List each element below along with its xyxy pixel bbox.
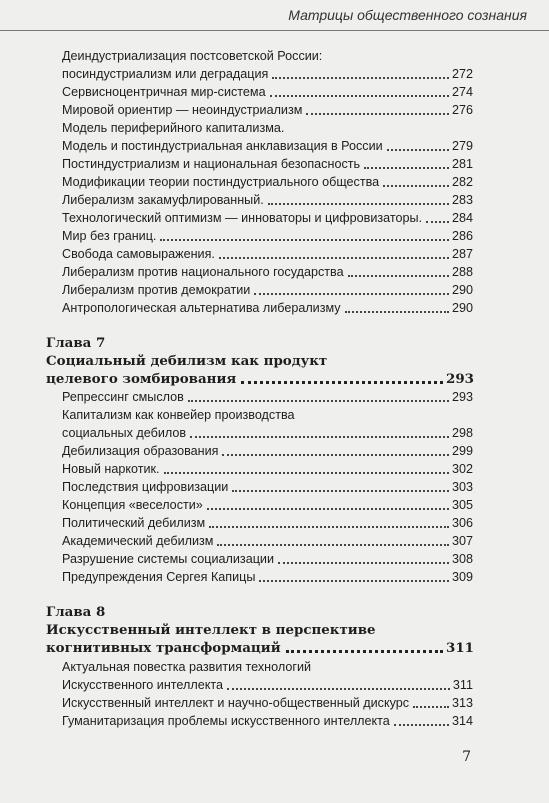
toc-entry: Капитализм как конвейер производства (62, 408, 295, 422)
toc-entry: Либерализм против национального государства 288 (62, 265, 473, 279)
page-number: 293 (446, 371, 474, 387)
chapter-label: Глава 7 (46, 335, 106, 351)
page-number: 309 (451, 570, 473, 584)
toc-entry: Модификации теории постиндустриального общества 282 (62, 175, 473, 189)
toc-entry: социальных дебилов 298 (62, 426, 473, 440)
page-number: 302 (451, 462, 473, 476)
page-number: 293 (451, 390, 473, 404)
chapter-title: Искусственный интеллект в перспективе (46, 622, 376, 638)
toc-entry: Технологический оптимизм — инноваторы и цифровизаторы. 284 (62, 211, 473, 225)
chapter-label: Глава 8 (46, 604, 106, 620)
page-number: 313 (451, 696, 473, 710)
toc-entry: Гуманитаризация проблемы искусственного интеллекта 314 (62, 714, 473, 728)
page-number: 298 (451, 426, 473, 440)
toc-entry: Мировой ориентир — неоиндустриализм 276 (62, 103, 473, 117)
toc-entry: посиндустриализм или деградация 272 (62, 67, 473, 81)
toc-entry: Искусственного интеллекта 311 (62, 678, 473, 692)
page-number: 279 (451, 139, 473, 153)
chapter-title: Социальный дебилизм как продукт (46, 353, 328, 369)
page-number: 290 (451, 301, 473, 315)
toc-entry: Политический дебилизм 306 (62, 516, 473, 530)
page-number: 287 (451, 247, 473, 261)
page-number: 303 (451, 480, 473, 494)
toc-entry: Новый наркотик. 302 (62, 462, 473, 476)
toc-entry: Постиндустриализм и национальная безопасность 281 (62, 157, 473, 171)
toc-entry: Дебилизация образования 299 (62, 444, 473, 458)
page-number: 276 (451, 103, 473, 117)
page-number: 314 (451, 714, 473, 728)
page-number: 283 (451, 193, 473, 207)
toc-entry: Репрессинг смыслов 293 (62, 390, 473, 404)
running-header-title: Матрицы общественного сознания (288, 7, 527, 23)
page-number: 284 (451, 211, 473, 225)
page-number: 311 (452, 678, 473, 692)
toc-entry: Предупреждения Сергея Капицы 309 (62, 570, 473, 584)
toc-entry: Концепция «веселости» 305 (62, 498, 473, 512)
page-number: 274 (451, 85, 473, 99)
page-folio: 7 (462, 749, 471, 765)
page-number: 281 (451, 157, 473, 171)
page-number: 290 (451, 283, 473, 297)
page-number: 306 (451, 516, 473, 530)
toc-entry: Сервисноцентричная мир-система 274 (62, 85, 473, 99)
page-number: 307 (451, 534, 473, 548)
toc-entry: Модель и постиндустриальная анклавизация в России 279 (62, 139, 473, 153)
toc-entry: Деиндустриализация постсоветской России: (62, 49, 323, 63)
page-number: 308 (451, 552, 473, 566)
toc-entry: Разрушение системы социализации 308 (62, 552, 473, 566)
toc-entry: Либерализм закамуфлированный. 283 (62, 193, 473, 207)
page-number: 286 (451, 229, 473, 243)
page-number: 305 (451, 498, 473, 512)
page-number: 272 (451, 67, 473, 81)
chapter-title: когнитивных трансформаций 311 (46, 640, 474, 656)
toc-entry: Академический дебилизм 307 (62, 534, 473, 548)
page-number: 282 (451, 175, 473, 189)
toc-entry: Мир без границ. 286 (62, 229, 473, 243)
page-number: 299 (451, 444, 473, 458)
toc-entry: Антропологическая альтернатива либерализму 290 (62, 301, 473, 315)
toc-entry: Искусственный интеллект и научно-общественный дискурс 313 (62, 696, 473, 710)
toc-entry: Актуальная повестка развития технологий (62, 660, 312, 674)
page-number: 311 (446, 640, 474, 656)
toc-entry: Последствия цифровизации 303 (62, 480, 473, 494)
running-header (0, 0, 549, 31)
toc-entry: Свобода самовыражения. 287 (62, 247, 473, 261)
page-number: 288 (451, 265, 473, 279)
chapter-title: целевого зомбирования 293 (46, 371, 474, 387)
toc-entry: Модель периферийного капитализма. (62, 121, 285, 135)
toc-entry: Либерализм против демократии 290 (62, 283, 473, 297)
